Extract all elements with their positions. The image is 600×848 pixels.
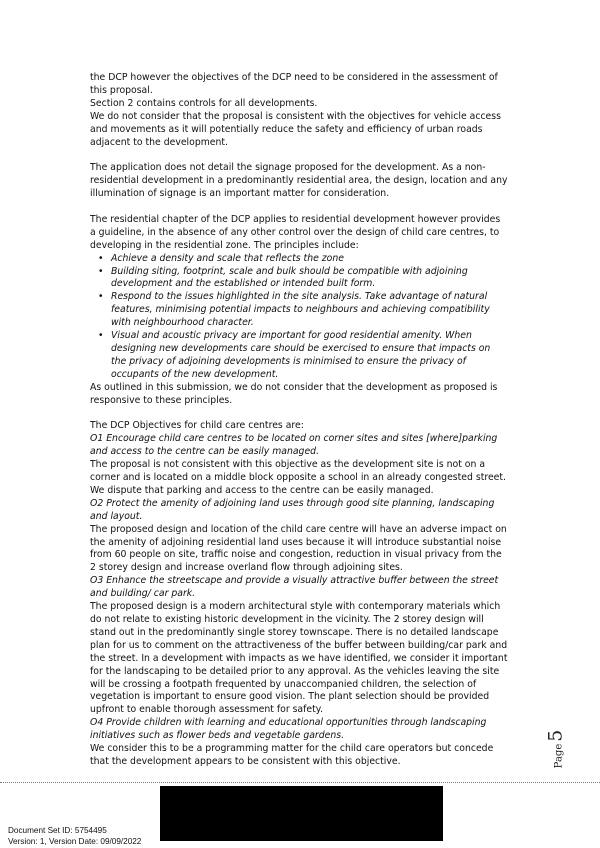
list-item: • Visual and acoustic privacy are important for good residential amenity. When designing new developments care should be exercised to ensure that impacts on the privacy of adjoining developments is minimised to ensure the privacy of occupants of the new development.	[90, 330, 508, 382]
objective-o1: O1 Encourage child care centres to be located on corner sites and sites [where]parking and access to the centre can be easily managed.	[90, 433, 498, 458]
paragraph: We do not consider that the proposal is consistent with the objectives for vehicle access and movements as it will potentially reduce the safety and efficiency of urban roads adjacent to the development.	[90, 110, 501, 148]
objective-o2: O2 Protect the amenity of adjoining land uses through good site planning, landscaping and layout.	[90, 497, 495, 522]
paragraph: The residential chapter of the DCP applies to residential development however provides a guideline, in the absence of any other control over the design of child care centres, to developing in the residential zone. The principles include:	[90, 213, 501, 251]
page-label: Page	[553, 743, 565, 769]
objective-o4: O4 Provide children with learning and educational opportunities through landscaping initiatives such as flower beds and vegetable gardens.	[90, 717, 487, 742]
paragraph: The proposed design is a modern architectural style with contemporary materials which do not relate to existing historic development in the vicinity. The 2 storey design will stand out in the predominantly single storey townscape. There is no detailed landscape plan for us to comment on the attractiveness of the buffer between building/car park and the street. In a development with impacts as we have identified, we consider it important for the landscaping to be detailed prior to any approval. As the vehicles leaving the site will be crossing a footpath frequented by unaccompanied children, the selection of vegetation is important to ensure good vision. The plant selection should be provided upfront to enable thorough assessment for safety.	[90, 601, 508, 716]
paragraph: the DCP however the objectives of the DCP need to be considered in the assessment of this proposal.	[90, 72, 498, 96]
list-item: • Achieve a density and scale that reflects the zone	[90, 253, 508, 266]
principles-list	[90, 253, 508, 382]
paragraph-gap	[90, 201, 508, 214]
redaction-block	[160, 786, 443, 841]
paragraph-gap	[90, 408, 508, 421]
page-number	[544, 730, 566, 769]
document-id-footer	[8, 826, 141, 847]
paragraph: The proposed design and location of the child care centre will have an adverse impact on the amenity of adjoining residential land uses because it will introduce substantial noise from 60 people on site, traffic noise and congestion, reduction in visual privacy from the 2 storey design and increase overland flow through adjoining sites.	[90, 523, 507, 574]
objective-o3: O3 Enhance the streetscape and provide a visually attractive buffer between the street and building/ car park.	[90, 575, 499, 600]
list-item: • Respond to the issues highlighted in the site analysis. Take advantage of natural features, minimising potential impacts to neighbours and achieving compatibility with neighbourhood character.	[90, 291, 508, 330]
document-set-id: Document Set ID: 5754495	[8, 826, 107, 835]
paragraph: Section 2 contains controls for all developments.	[90, 97, 318, 109]
page-number-value: 5	[544, 729, 567, 742]
paragraph: The proposal is not consistent with this objective as the development site is not on a corner and is located on a middle block opposite a school in an already congested street. We dispute that parking and access to the centre can be easily managed.	[90, 459, 506, 496]
paragraph: The DCP Objectives for child care centres are:	[90, 420, 304, 432]
footer-divider	[0, 782, 600, 783]
list-item: • Building siting, footprint, scale and bulk should be compatible with adjoining development and the established or intended built form.	[90, 266, 508, 292]
paragraph: As outlined in this submission, we do not consider that the development as proposed is responsive to these principles.	[90, 381, 498, 406]
paragraph-gap	[90, 149, 508, 162]
version-info: Version: 1, Version Date: 09/09/2022	[8, 836, 142, 846]
document-body	[90, 72, 508, 769]
paragraph: The application does not detail the signage proposed for the development. As a non-residential development in a predominantly residential area, the design, location and any illumination of signage is an important matter for consideration.	[90, 162, 508, 200]
paragraph: We consider this to be a programming matter for the child care operators but concede that the development appears to be consistent with this objective.	[90, 743, 494, 767]
